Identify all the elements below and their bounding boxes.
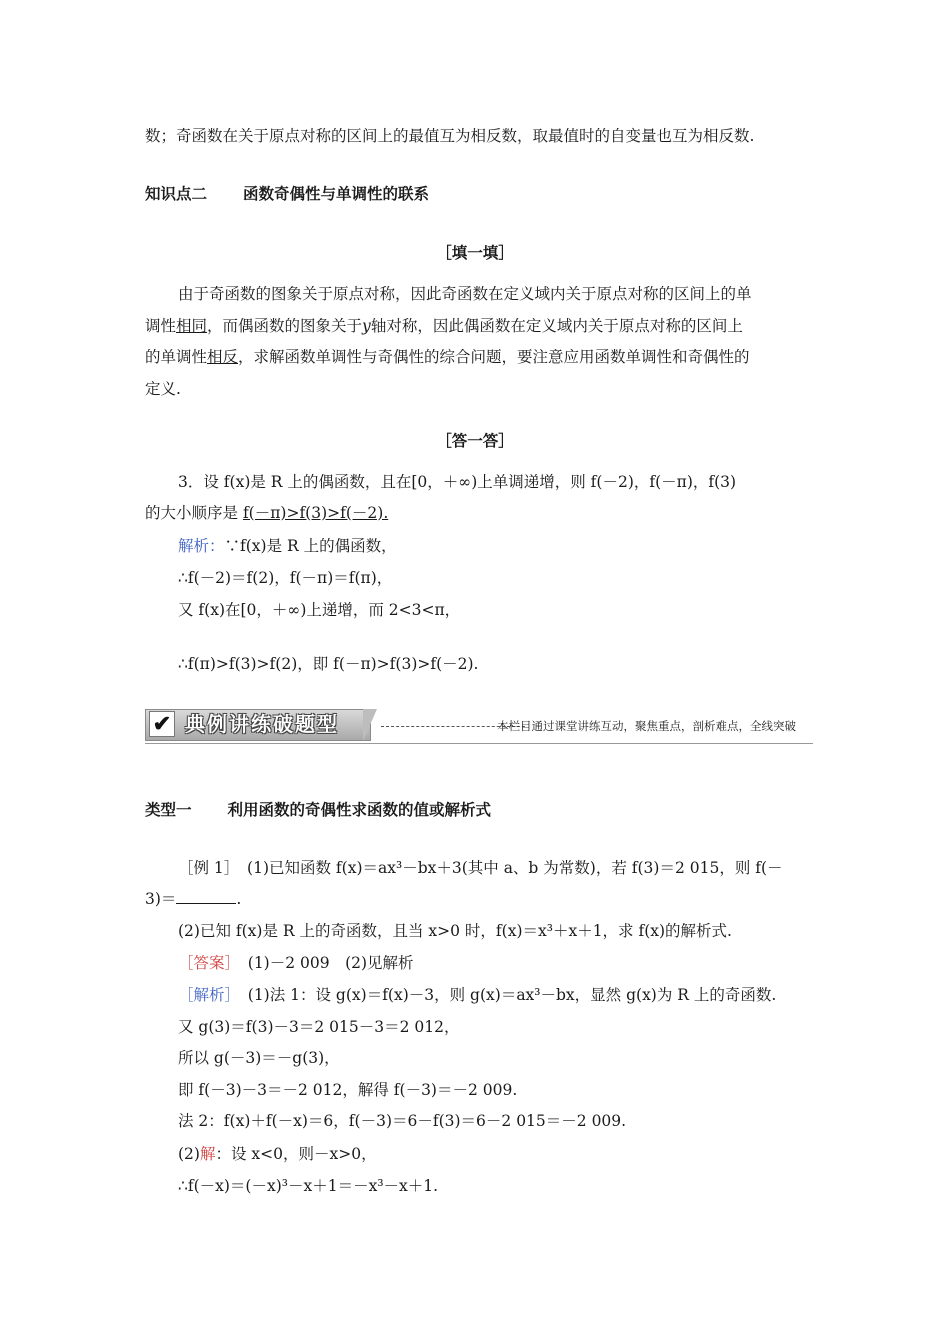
analysis-line [178, 1142, 377, 1166]
knowledge-point-heading [145, 182, 429, 206]
analysis-label: ［解析］ [178, 986, 233, 1004]
answer-line [178, 951, 414, 975]
answer-label: ［答案］ [178, 954, 233, 972]
knowledge-point-title: 函数奇偶性与单调性的联系 [243, 184, 430, 203]
math-var: y [362, 317, 371, 335]
analysis-line: 所以 g(－3)＝－g(3)， [178, 1049, 340, 1067]
fill-heading: ［填一填］ [436, 243, 514, 262]
solution-line: ∴f(－2)＝f(2)，f(－π)＝f(π)， [178, 569, 393, 587]
example-line [145, 887, 241, 911]
underlined-answer: 相反 [207, 348, 239, 366]
text-span: ∵f(x)是 R 上的偶函数， [224, 537, 397, 555]
text-span: (2) [178, 1145, 200, 1163]
answer-heading: ［答一答］ [436, 431, 514, 450]
solution-line [178, 534, 397, 558]
text-span: . [236, 890, 242, 908]
banner-subtitle: 本栏目通过课堂讲练互动，聚焦重点，剖析难点，全线突破 [497, 719, 796, 733]
analysis-line: 即 f(－3)－3＝－2 012，解得 f(－3)＝－2 009. [178, 1081, 518, 1099]
example-line: ［例 1］ (1)已知函数 f(x)＝ax³－bx＋3(其中 a、b 为常数)，若 f(3)＝2 015，则 f(－ [178, 859, 783, 877]
question-line: 3．设 f(x)是 R 上的偶函数，且在[0，＋∞)上单调递增，则 f(－2)，f(－π)，f(3) [178, 473, 737, 491]
banner-title: 典例讲练破题型 [185, 712, 339, 736]
analysis-line [178, 983, 776, 1007]
analysis-label: 解析： [178, 537, 225, 555]
divider [145, 743, 813, 744]
text-span: 3)＝ [145, 890, 177, 908]
analysis-line: 又 g(3)＝f(3)－3＝2 015－3＝2 012， [178, 1018, 460, 1036]
type-title: 利用函数的奇偶性求函数的值或解析式 [227, 800, 492, 819]
question-line [145, 501, 388, 525]
text-span: ，而偶函数的图象关于 [207, 317, 363, 335]
text-span: 的大小顺序是 [145, 504, 243, 522]
text-span: 轴对称，因此偶函数在定义域内关于原点对称的区间上 [370, 317, 743, 335]
text-span: (1)－2 009 (2)见解析 [232, 954, 414, 972]
text-span: ：设 x<0，则－x>0， [215, 1145, 377, 1163]
type-heading [145, 798, 491, 822]
paragraph-line: 由于奇函数的图象关于原点对称，因此奇函数在定义域内关于原点对称的区间上的单 [178, 285, 752, 303]
checkmark-icon: ✔ [149, 711, 175, 737]
underlined-answer: f(－π)>f(3)>f(－2). [242, 504, 389, 522]
example-line: (2)已知 f(x)是 R 上的奇函数，且当 x>0 时，f(x)＝x³＋x＋1，求 f(x)的解析式. [178, 922, 732, 940]
answer-blank [176, 887, 236, 904]
paragraph-line: 数；奇函数在关于原点对称的区间上的最值互为相反数，取最值时的自变量也互为相反数. [145, 127, 755, 145]
text-span: (1)法 1：设 g(x)＝f(x)－3，则 g(x)＝ax³－bx，显然 g(x)为 R 上的奇函数. [232, 986, 777, 1004]
paragraph-line: 定义. [145, 380, 181, 398]
solution-line: ∴f(π)>f(3)>f(2)，即 f(－π)>f(3)>f(－2). [178, 655, 479, 673]
text-span: ，求解函数单调性与奇偶性的综合问题，要注意应用函数单调性和奇偶性的 [238, 348, 750, 366]
solution-line: 又 f(x)在[0，＋∞)上递增，而 2<3<π， [178, 601, 461, 619]
banner-slant [363, 709, 377, 741]
underlined-answer: 相同 [176, 317, 208, 335]
knowledge-point-label: 知识点二 [145, 184, 208, 203]
analysis-line: ∴f(－x)＝(－x)³－x＋1＝－x³－x＋1. [178, 1177, 439, 1195]
section-banner [145, 707, 813, 743]
type-label: 类型一 [145, 800, 192, 819]
paragraph-line [145, 345, 750, 369]
text-span: 调性 [145, 317, 177, 335]
paragraph-line [145, 314, 743, 338]
text-span: 的单调性 [145, 348, 208, 366]
solution-label: 解 [199, 1145, 216, 1163]
analysis-line: 法 2：f(x)＋f(－x)＝6，f(－3)＝6－f(3)＝6－2 015＝－2 009. [178, 1112, 627, 1130]
